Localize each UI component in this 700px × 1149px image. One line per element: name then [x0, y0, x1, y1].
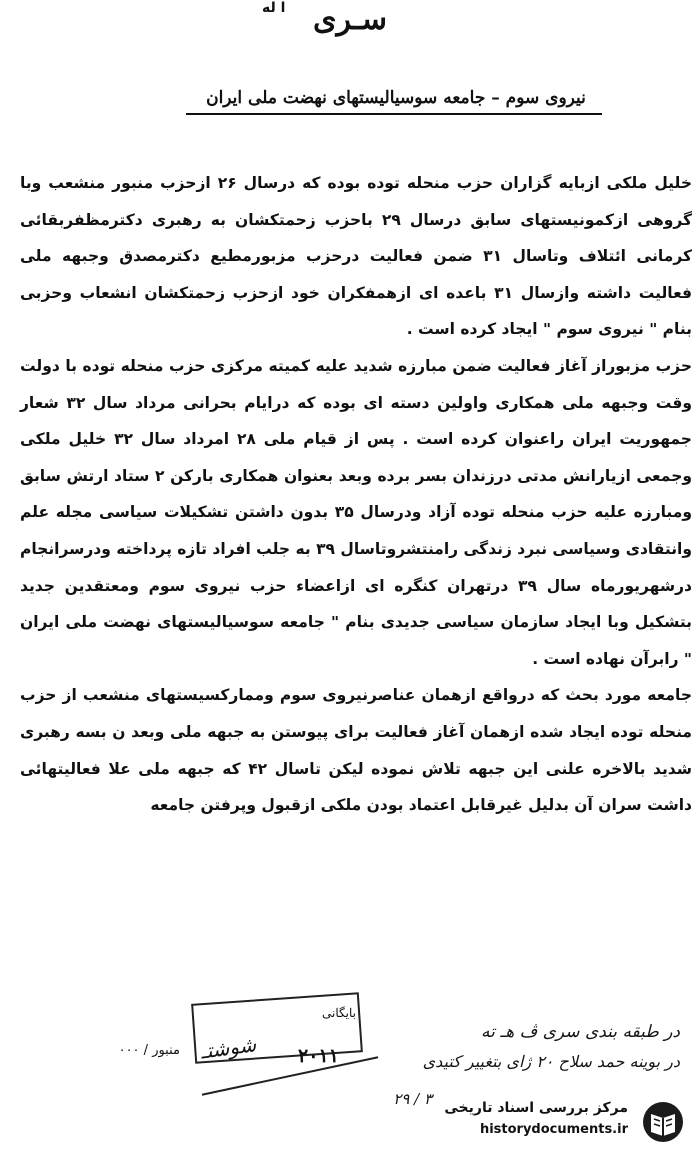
header-mark: ا له [262, 0, 286, 16]
document-body [20, 165, 692, 824]
watermark-url: historydocuments.ir [479, 1122, 628, 1137]
body-paragraph-3: جامعه مورد بحث كه درواقع ازهمان عناصرنيروى سوم ومماركسيستهاى منشعب از حزب منحله توده ايجاد شده ازهمان آغاز فعاليت براى پيوستن به جبهه ملى وبعد ن بسه رهبرى شديد بالاخره علنى اين جبهه تلاش نموده ليكن تاسال ۴۲ كه جبهه ملى علا فعاليتهائى داشت سران آن بدليل غيرقابل اعتماد بودن ملكى ازقبول وپرفتن جامعه [20, 686, 692, 815]
body-paragraph-1: خليل ملكى ازبايه گزاران حزب منحله توده بوده كه درسال ۲۶ ازحزب منبور منشعب وبا گروهى ازكمونيستهاى سابق درسال ۲۹ باحزب زحمتكشان به رهبرى دكترمظفربقائى كرمانى ائتلاف وتاسال ۳۱ ضمن فعاليت درحزب مزبورمطيع دكترمصدق وجبهه ملى فعاليت داشته وازسال ۳۱ باعده اى ازهمفكران خود ازحزب زحمتكشان انشعاب وحزبى بنام " نيروى سوم " ايجاد كرده است . [20, 174, 692, 339]
document-subject: نيروى سوم – جامعه سوسياليستهاى نهضت ملى ايران [206, 88, 586, 108]
archive-stamp-label: بايگانى [322, 1006, 356, 1020]
signature: شوشتـ [199, 1032, 258, 1064]
source-watermark [440, 1100, 690, 1144]
subject-underline [186, 113, 602, 115]
handwritten-date: ۲۹ / ۳ [393, 1090, 432, 1108]
body-paragraph-2: حزب مزبوراز آغاز فعاليت ضمن مبارزه شديد عليه كميته مركزى حزب منحله توده با دولت وقت وجبهه ملى همكارى واولين دسته اى بوده كه درايام بحرانى مرداد سال ۳۲ شعار جمهوريت ايران راعنوان كرده است . پس از قيام ملى ۲۸ امرداد سال ۳۲ خليل ملكى وجمعى ازيارانش مدتى درزندان بسر برده وبعد بعنوان همكارى باركن ۲ ستاد ارتش سابق ومبارزه عليه حزب منحله توده آزاد ودرسال ۳۵ بدون داشتن تشكيلات سياسى مجله علم وانتقادى وسياسى نبرد زندگى رامنتشروتاسال ۳۹ به جلب افراد تازه پرداخته ودرسرانجام درشهريورماه سال ۳۹ درتهران كنگره اى ازاعضاء حزب نيروى سوم ومعتقدين جديد بتشكيل وبا ايجاد سازمان سياسى جديدى بنام " جامعه سوسياليستهاى نهضت ملى ايران " رابرآن نهاده است . [19, 356, 693, 668]
watermark-title: مرکز بررسی اسناد تاریخی [444, 1100, 628, 1116]
handwritten-number: ۲۰۱۱ [298, 1045, 339, 1067]
archive-book-logo-icon [640, 1100, 686, 1144]
signature-stroke [202, 1056, 378, 1095]
handwritten-note-1: در طبقه بندى سرى ڤ هـ ته [480, 1022, 680, 1042]
reference-note: منبور / ۰۰۰ [118, 1043, 180, 1058]
classification-label: سـرى [313, 2, 387, 37]
handwritten-note-2: در بوينه حمد سلاح ۲۰ ژاى بتغيير كتيدى [422, 1052, 680, 1071]
